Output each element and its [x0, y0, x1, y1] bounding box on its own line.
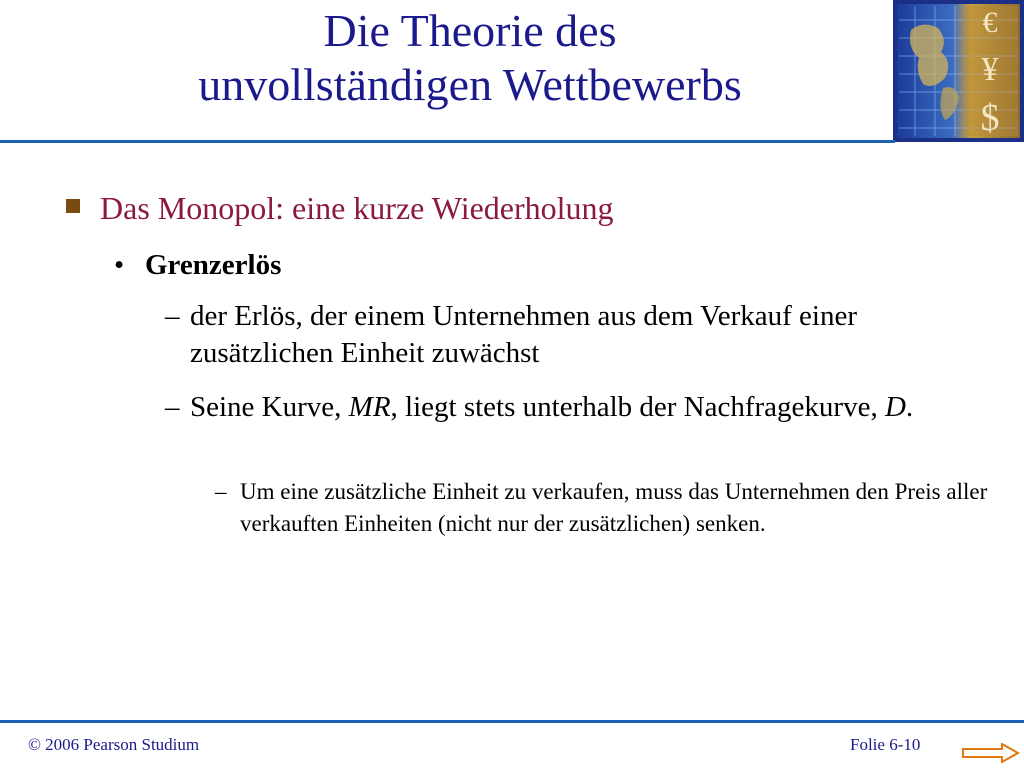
- d-term: D: [884, 391, 906, 423]
- subheading-text: Grenzerlös: [145, 249, 282, 281]
- square-bullet-icon: [66, 199, 80, 213]
- copyright-text: © 2006 Pearson Studium: [28, 735, 200, 754]
- curve-text-part-3: .: [905, 391, 914, 423]
- title-line-2: unvollständigen Wettbewerbs: [198, 59, 742, 110]
- dollar-symbol: $: [980, 97, 1000, 139]
- curve-text: [165, 389, 985, 426]
- euro-symbol: €: [982, 6, 998, 39]
- curve-text-part-1: Seine Kurve,: [190, 391, 349, 423]
- slide-number: Folie 6-10: [850, 735, 921, 754]
- next-slide-arrow-icon[interactable]: [962, 743, 1020, 763]
- dash-bullet-icon: –: [165, 300, 180, 332]
- heading-text: Das Monopol: eine kurze Wiederholung: [100, 190, 614, 226]
- bullet-level-4-price: [215, 476, 1005, 540]
- yen-symbol: ¥: [981, 51, 999, 88]
- round-bullet-icon: •: [114, 249, 125, 281]
- dash-bullet-icon: –: [165, 391, 180, 423]
- bullet-level-3-curve: [165, 389, 985, 426]
- footer-divider: [0, 720, 1024, 723]
- dash-bullet-icon: –: [215, 479, 227, 504]
- title-line-1: Die Theorie des: [323, 5, 617, 56]
- definition-text: der Erlös, der einem Unternehmen aus dem Verkauf einer zusätzlichen Einheit zuwächst: [190, 300, 858, 369]
- curve-text-part-2: , liegt stets unterhalb der Nachfragekurve,: [390, 391, 885, 423]
- mr-term: MR: [348, 391, 391, 423]
- price-text: Um eine zusätzliche Einheit zu verkaufen, muss das Unternehmen den Preis aller verkauften Einheiten (nicht nur der zusätzlichen) senken.: [240, 479, 988, 536]
- bullet-level-3-definition: [165, 298, 985, 372]
